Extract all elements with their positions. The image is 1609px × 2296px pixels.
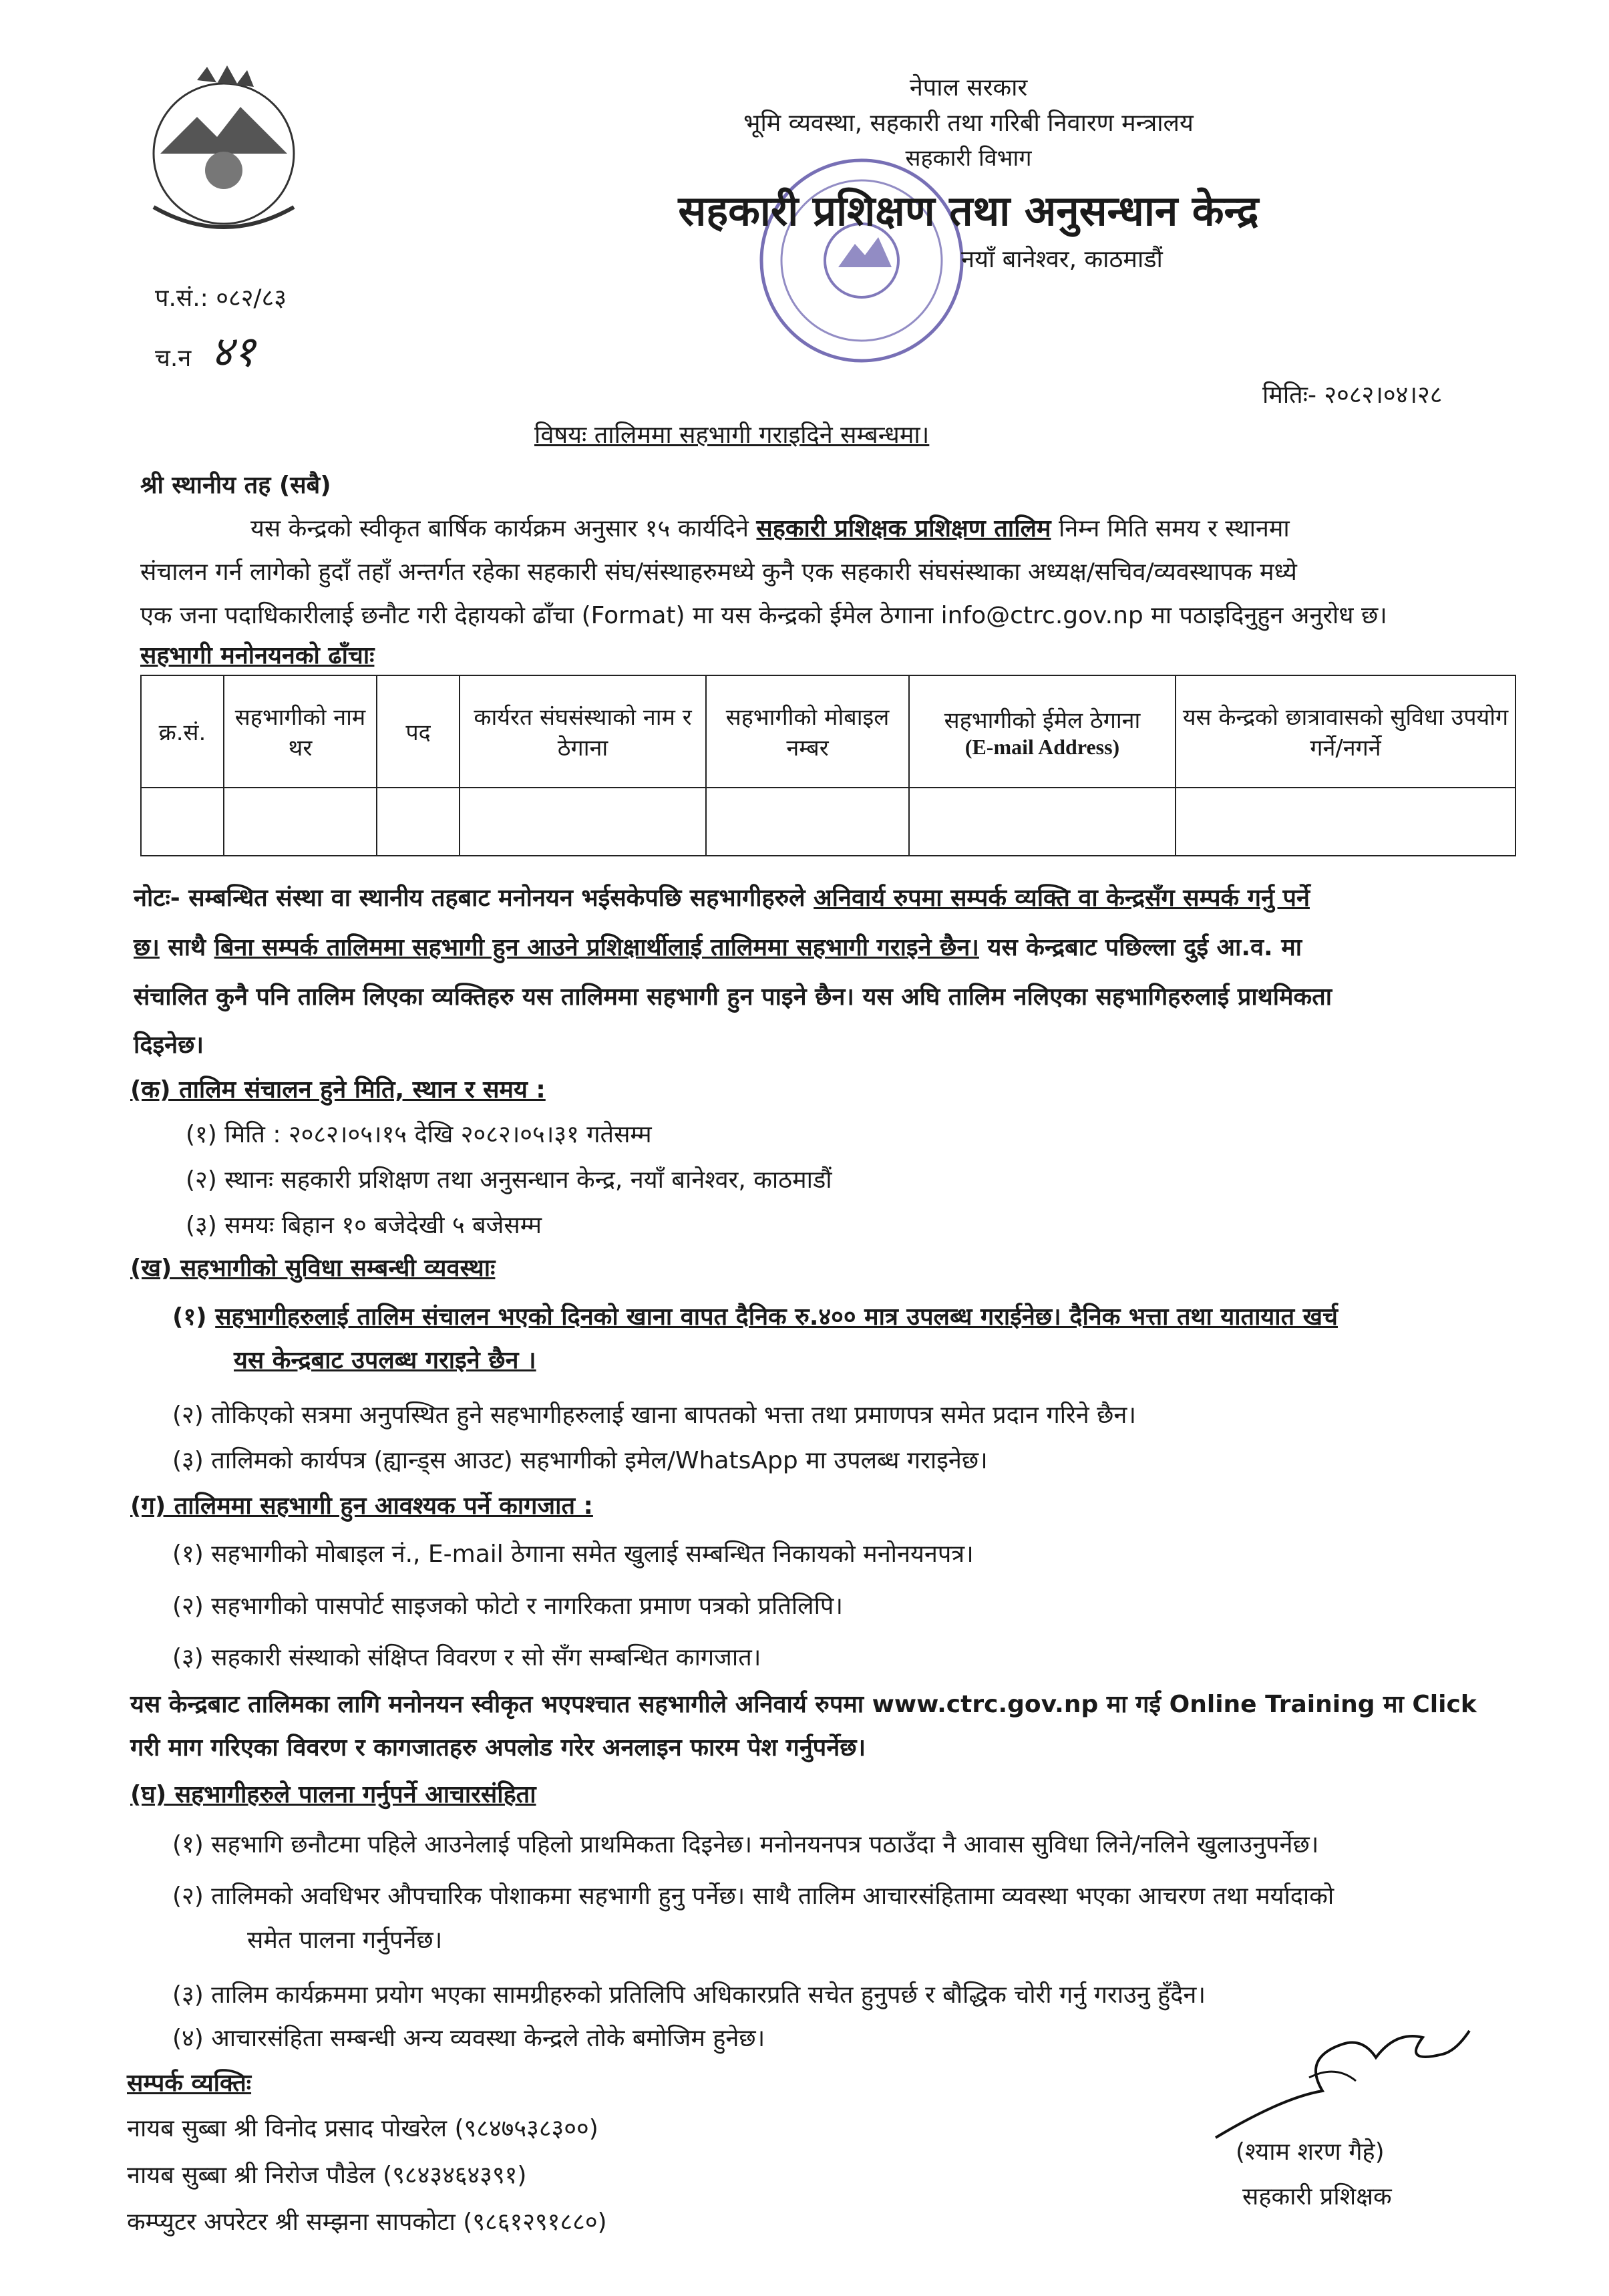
- contact-person: नायब सुब्बा श्री विनोद प्रसाद पोखरेल (९८४७५३८३००): [127, 2115, 598, 2142]
- section-gha-item-2: (२) तालिमको अवधिभर औपचारिक पोशाकमा सहभागी हुनु पर्नेछ। साथै तालिम आचारसंहितामा व्यवस्था भएका आचरण तथा मर्यादाको: [172, 1882, 1334, 1910]
- ref-ps-label: प.सं.:: [155, 285, 208, 312]
- col-header-name: सहभागीको नाम थर: [224, 675, 377, 788]
- header-line-government: नेपाल सरकार: [909, 74, 1028, 102]
- table-cell: [460, 788, 706, 856]
- signatory-title: सहकारी प्रशिक्षक: [1242, 2183, 1392, 2210]
- section-kha-item-1-line-1: सहभागीहरुलाई तालिम संचालन भएको दिनको खाना वापत दैनिक रु.४०० मात्र उपलब्ध गराईनेछ। दैनिक भत्ता तथा यातायात खर्च: [215, 1303, 1338, 1331]
- section-kha-item-1: [172, 1299, 1338, 1332]
- note-line-2-mid: साथै: [168, 934, 206, 961]
- section-kha-item-1-line-2: यस केन्द्रबाट उपलब्ध गराइने छैन ।: [234, 1347, 536, 1374]
- body-line-1-pre: यस केन्द्रको स्वीकृत बार्षिक कार्यक्रम अनुसार १५ कार्यदिने: [250, 515, 749, 542]
- header-office-title: सहकारी प्रशिक्षण तथा अनुसन्धान केन्द्र: [678, 186, 1259, 235]
- section-gha-heading: (घ) सहभागीहरुले पालना गर्नुपर्ने आचारसंहिता: [130, 1781, 536, 1808]
- col-header-hostel: यस केन्द्रको छात्रावासको सुविधा उपयोग गर्ने/नगर्ने: [1176, 675, 1515, 788]
- section-kha-item-1-num: (१): [172, 1303, 207, 1331]
- body-line-1: [250, 511, 1290, 544]
- note-line-2: [134, 930, 1302, 963]
- body-training-name: सहकारी प्रशिक्षक प्रशिक्षण तालिम: [756, 515, 1051, 542]
- note-line-2-u1: छ।: [134, 934, 160, 961]
- ref-cn-label: च.न: [155, 345, 192, 372]
- dispatch-number: [155, 321, 255, 379]
- form-heading: सहभागी मनोनयनको ढाँचाः: [140, 642, 375, 669]
- col-header-mobile: सहभागीको मोबाइल नम्बर: [706, 675, 909, 788]
- signatory-name: (श्याम शरण गैहे): [1236, 2138, 1385, 2166]
- note-line-1: [134, 880, 1310, 913]
- section-kha-item-3: (३) तालिमको कार्यपत्र (ह्यान्ड्स आउट) सहभागीको इमेल/WhatsApp मा उपलब्ध गराइनेछ।: [172, 1447, 988, 1474]
- section-gha-item-3: (३) तालिम कार्यक्रममा प्रयोग भएका सामग्रीहरुको प्रतिलिपि अधिकारप्रति सचेत हुनुपर्छ र बौद्धिक चोरी गर्नु गराउनु हुँदैन।: [172, 1981, 1206, 2009]
- body-line-1-post: निम्न मिति समय र स्थानमा: [1058, 515, 1290, 542]
- section-ka-heading: (क) तालिम संचालन हुने मिति, स्थान र समय :: [130, 1076, 546, 1104]
- section-gha-item-1: (१) सहभागि छनौटमा पहिले आउनेलाई पहिलो प्राथमिकता दिइनेछ। मनोनयनपत्र पठाउँदा नै आवास सुविधा लिने/नलिने खुलाउनुपर्नेछ।: [172, 1831, 1319, 1858]
- nomination-format-table: [140, 675, 1516, 856]
- section-kha-heading: (ख) सहभागीको सुविधा सम्बन्धी व्यवस्थाः: [130, 1255, 496, 1282]
- nepal-emblem-logo: [134, 53, 314, 247]
- section-ka-item: (१) मिति : २०८२।०५।१५ देखि २०८२।०५।३१ गतेसम्म: [186, 1121, 652, 1148]
- section-ka-item: (३) समयः बिहान १० बजेदेखी ५ बजेसम्म: [186, 1212, 542, 1239]
- table-cell: [909, 788, 1176, 856]
- note-line-4: दिइनेछ।: [134, 1031, 204, 1059]
- addressee: श्री स्थानीय तह (सबै): [140, 472, 331, 499]
- note-line-1-pre: नोटः- सम्बन्धित संस्था वा स्थानीय तहबाट मनोनयन भईसकेपछि सहभागीहरुले: [134, 884, 806, 912]
- body-line-2: संचालन गर्न लागेको हुदाँ तहाँ अन्तर्गत रहेका सहकारी संघ/संस्थाहरुमध्ये कुनै एक सहकारी संघसंस्थाका अध्यक्ष/सचिव/व्यवस्थापक मध्ये: [140, 558, 1297, 586]
- note-line-3: संचालित कुनै पनि तालिम लिएका व्यक्तिहरु यस तालिममा सहभागी हुन पाइने छैन। यस अघि तालिम नलिएका सहभागिहरुलाई प्राथमिकता: [134, 983, 1332, 1011]
- ref-ps-value: ०८२/८३: [216, 285, 287, 312]
- body-line-3: एक जना पदाधिकारीलाई छनौट गरी देहायको ढाँचा (Format) मा यस केन्द्रको ईमेल ठेगाना info@ctrc.gov.np मा पठाइदिनुहुन अनुरोध छ।: [140, 602, 1387, 629]
- header-line-department: सहकारी विभाग: [905, 145, 1032, 172]
- contact-person: कम्प्युटर अपरेटर श्री सम्झना सापकोटा (९८६१२९१८८०): [127, 2208, 607, 2236]
- note-line-2-u2: बिना सम्पर्क तालिममा सहभागी हुन आउने प्रशिक्षार्थीलाई तालिममा सहभागी गराइने छैन।: [214, 934, 979, 961]
- col-header-email: [909, 675, 1176, 788]
- table-cell: [706, 788, 909, 856]
- reference-number: [155, 281, 287, 313]
- col-header-email-sub: (E-mail Address): [964, 734, 1120, 759]
- note-line-1-underlined: अनिवार्य रुपमा सम्पर्क व्यक्ति वा केन्द्रसँग सम्पर्क गर्नु पर्ने: [814, 884, 1310, 912]
- letter-subject: विषयः तालिममा सहभागी गराइदिने सम्बन्धमा।: [534, 422, 930, 449]
- section-gha-item-2-line-2: समेत पालना गर्नुपर्नेछ।: [247, 1927, 443, 1954]
- col-header-serial: क्र.सं.: [141, 675, 224, 788]
- contact-heading: सम्पर्क व्यक्तिः: [127, 2070, 252, 2097]
- header-address: नयाँ बानेश्वर, काठमाडौं: [961, 246, 1163, 273]
- handwritten-signature: [1202, 2017, 1483, 2151]
- note-line-2-post: यस केन्द्रबाट पछिल्ला दुई आ.व. मा: [987, 934, 1302, 961]
- col-header-position: पद: [377, 675, 460, 788]
- section-gha-item-4: (४) आचारसंहिता सम्बन्धी अन्य व्यवस्था केन्द्रले तोके बमोजिम हुनेछ।: [172, 2025, 765, 2052]
- table-cell: [141, 788, 224, 856]
- table-cell: [224, 788, 377, 856]
- section-kha-item-2: (२) तोकिएको सत्रमा अनुपस्थित हुने सहभागीहरुलाई खाना बापतको भत्ता तथा प्रमाणपत्र समेत प्रदान गरिने छैन।: [172, 1402, 1137, 1429]
- col-header-organization: कार्यरत संघसंस्थाको नाम र ठेगाना: [460, 675, 706, 788]
- table-cell: [377, 788, 460, 856]
- col-header-email-label: सहभागीको ईमेल ठेगाना: [944, 707, 1141, 734]
- online-line-1: यस केन्द्रबाट तालिमका लागि मनोनयन स्वीकृत भएपश्चात सहभागीले अनिवार्य रुपमा www.ctrc.gov.np मा गई Online Training मा Click: [130, 1691, 1477, 1718]
- ref-cn-value: ४१: [210, 327, 256, 377]
- contact-person: नायब सुब्बा श्री निरोज पौडेल (९८४३४६४३९१): [127, 2162, 527, 2189]
- section-ga-item: (३) सहकारी संस्थाको संक्षिप्त विवरण र सो सँग सम्बन्धित कागजात।: [172, 1644, 761, 1671]
- header-line-ministry: भूमि व्यवस्था, सहकारी तथा गरिबी निवारण मन्त्रालय: [743, 110, 1194, 137]
- section-ga-item: (२) सहभागीको पासपोर्ट साइजको फोटो र नागरिकता प्रमाण पत्रको प्रतिलिपि।: [172, 1593, 844, 1620]
- section-ga-heading: (ग) तालिममा सहभागी हुन आवश्यक पर्ने कागजात :: [130, 1492, 593, 1520]
- section-ga-item: (१) सहभागीको मोबाइल नं., E-mail ठेगाना समेत खुलाई सम्बन्धित निकायको मनोनयनपत्र।: [172, 1540, 974, 1568]
- online-line-2: गरी माग गरिएका विवरण र कागजातहरु अपलोड गरेर अनलाइन फारम पेश गर्नुपर्नेछ।: [130, 1734, 866, 1762]
- section-ka-item: (२) स्थानः सहकारी प्रशिक्षण तथा अनुसन्धान केन्द्र, नयाँ बानेश्वर, काठमाडौं: [186, 1166, 832, 1194]
- table-cell: [1176, 788, 1515, 856]
- letter-date: मितिः- २०८२।०४।२८: [1262, 381, 1443, 409]
